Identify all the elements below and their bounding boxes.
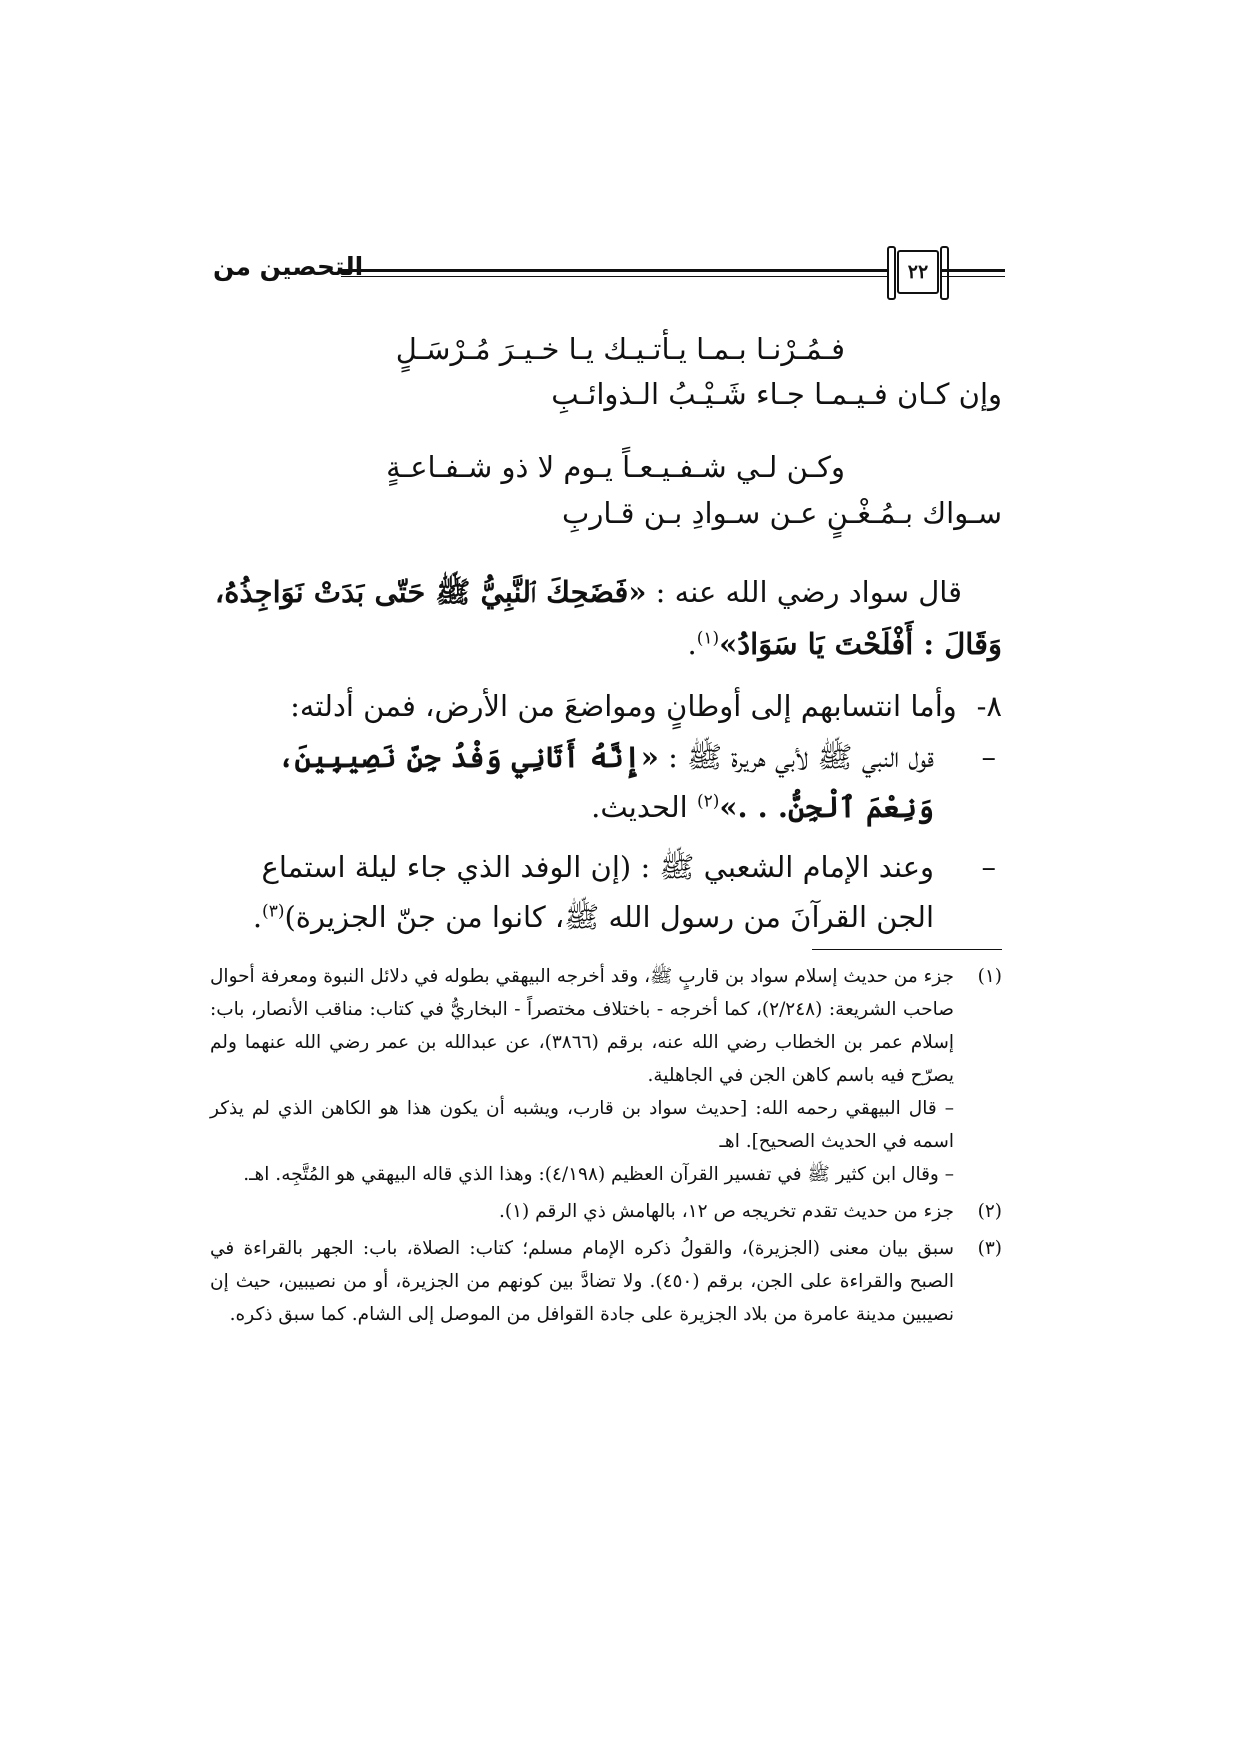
bullet-body: وعند الإمام الشعبي ﷺ : (إن الوفد الذي جاء ليلة استماع الجن القرآنَ من رسول الله ﷺ، كانوا من جنّ الجزيرة) xyxy=(261,850,934,934)
hadith-quote: «إِنَّهُ أَتَانِي وَفْدُ جِنِّ نَصِيبِينَ، وَنِعْمَ ٱلْجِنُّ. . .» xyxy=(277,740,934,824)
bullet-item xyxy=(210,732,1002,832)
footnote-number: (١) xyxy=(977,966,1002,987)
quote-paragraph xyxy=(210,566,1002,670)
footnote-ref: (١) xyxy=(696,628,720,649)
footnote-separator xyxy=(812,949,1002,950)
page-header xyxy=(213,244,1005,304)
footnotes xyxy=(210,960,1002,1335)
bullet-tail: الحديث. xyxy=(591,790,688,824)
bullet-lead: قول النبي ﷺ لأبي هريرة ﷺ : xyxy=(668,740,934,774)
footnote-text: – قال البيهقي رحمه الله: [حديث سواد بن قارب، ويشبه أن يكون هذا هو الكاهن الذي لم يذكر اسمه في الحديث الصحيح]. اهـ xyxy=(210,1098,954,1152)
header-rule-short xyxy=(941,269,1005,277)
hadith-quote: وَقَالَ : أَفْلَحْتَ يَا سَوَادُ» xyxy=(719,627,1002,661)
bullet-dash: – xyxy=(981,850,996,884)
period: . xyxy=(687,627,697,661)
running-title: التحصين من xyxy=(213,252,364,281)
bullet-text xyxy=(210,732,934,832)
footnote-text: جزء من حديث إسلام سواد بن قاربٍ ﷺ، وقد أخرجه البيهقي بطوله في دلائل النبوة ومعرفة أحوال صاحب الشريعة: (٢/٢٤٨)، كما أخرجه - باختلاف مختصراً - البخاريُّ في كتاب: مناقب الأنصار، باب: إسلام عمر بن الخطاب رضي الله عنه، برقم (٣٨٦٦)، عن عبدالله بن عمر رضي الله عنهما ولم يصرّح فيه باسم كاهن الجن في الجاهلية. xyxy=(209,966,955,1086)
numbered-item xyxy=(210,680,1002,732)
verse-line: وكـن لـي شـفـيـعـاً يـوم لا ذو شـفـاعـةٍ xyxy=(386,450,845,484)
footnote-text: – وقال ابن كثير ﷺ في تفسير القرآن العظيم (٤/١٩٨): وهذا الذي قاله البيهقي هو المُتَّجِه. اهـ. xyxy=(243,1164,954,1185)
footnote-number: (٣) xyxy=(977,1238,1002,1259)
period: . xyxy=(252,900,263,934)
footnote xyxy=(210,960,1002,1191)
page-number: ٢٢ xyxy=(897,250,939,294)
footnote-text: جزء من حديث تقدم تخريجه ص ١٢، بالهامش ذي الرقم (١). xyxy=(498,1201,954,1222)
quote-lead: قال سواد رضي الله عنه : xyxy=(655,575,962,609)
footnote-number: (٢) xyxy=(977,1201,1002,1222)
bullet-text xyxy=(210,842,934,942)
bullet-dash: – xyxy=(981,740,996,774)
footnote-text: سبق بيان معنى (الجزيرة)، والقولُ ذكره الإمام مسلم؛ كتاب: الصلاة، باب: الجهر بالقراءة في الصبح والقراءة على الجن، برقم (٤٥٠). ولا تضادَّ بين كونهم من الجزيرة، أو من نصيبين، حيث إن نصيبين مدينة عامرة من بلاد الجزيرة على جادة القوافل من الموصل إلى الشام. كما سبق ذكره. xyxy=(210,1238,954,1325)
item-number: ٨- xyxy=(976,689,1002,723)
footnote-ref: (٢) xyxy=(696,791,720,812)
bullet-item xyxy=(210,842,1002,942)
footnote-ref: (٣) xyxy=(262,901,285,922)
hadith-quote: «فَضَحِكَ ٱلنَّبِيُّ ﷺ حَتّى بَدَتْ نَوَاجِذُهُ، xyxy=(214,575,647,609)
header-rule xyxy=(341,269,889,277)
footnote xyxy=(210,1232,1002,1331)
verse-line: سـواك بـمُـغْـنٍ عـن سـوادِ بـن قـاربِ xyxy=(562,496,1002,530)
verse-line: وإن كـان فـيـمـا جـاء شَـيْـبُ الـذوائـبِ xyxy=(551,377,1002,411)
verse-line: فـمُـرْنـا بـمـا يـأتـيـك يـا خـيـرَ مُـرْسَـلٍ xyxy=(395,332,845,366)
footnote xyxy=(210,1195,1002,1228)
item-text: وأما انتسابهم إلى أوطانٍ ومواضعَ من الأرض، فمن أدلته: xyxy=(290,689,957,723)
